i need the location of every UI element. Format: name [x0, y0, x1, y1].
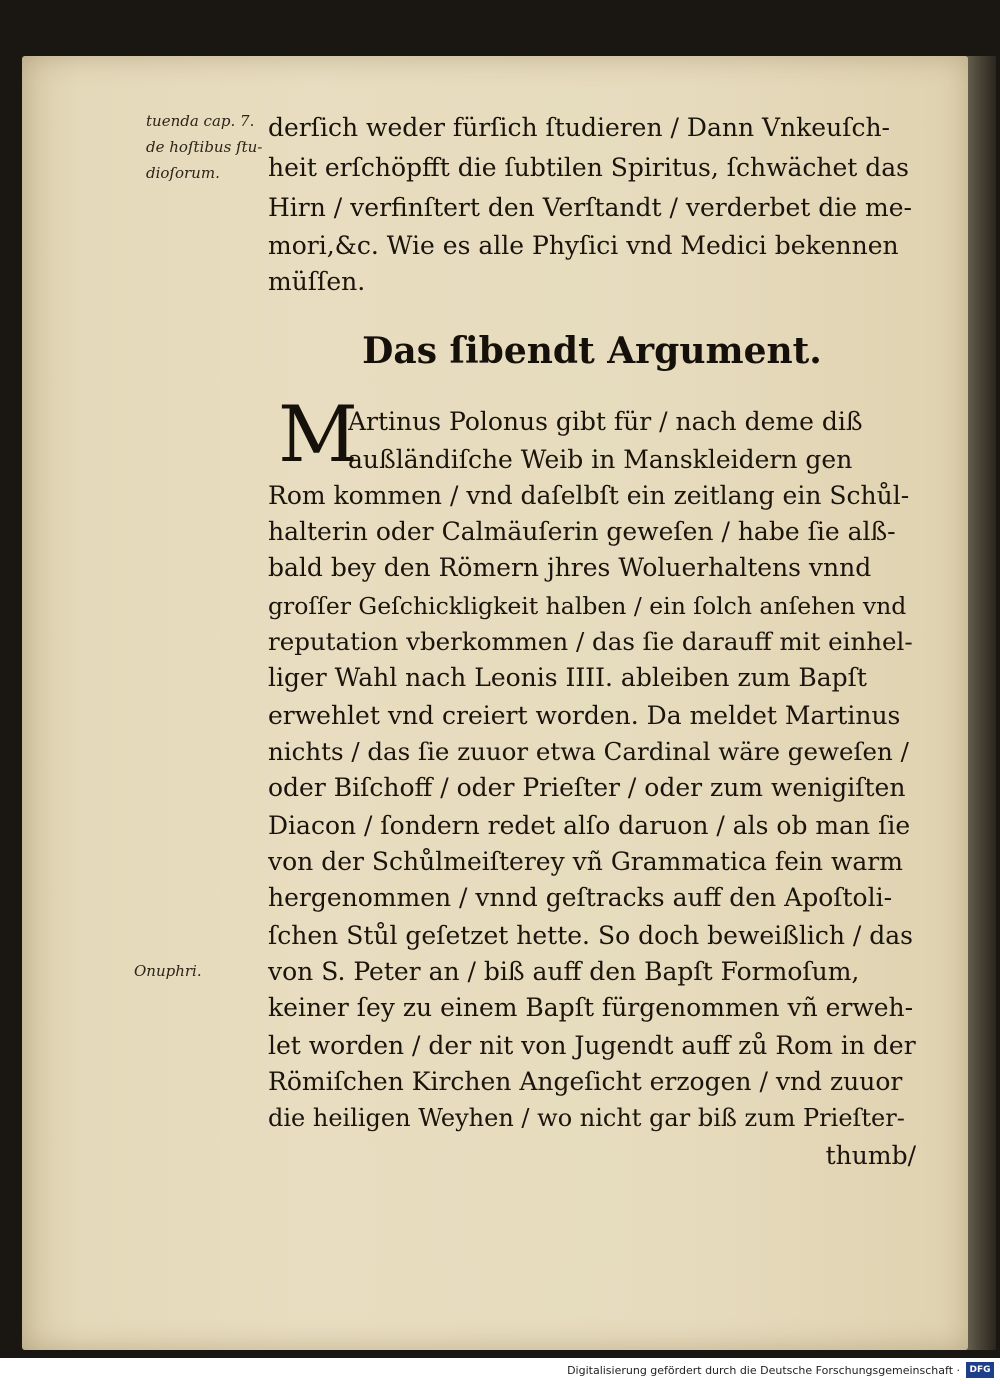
text-line: müſſen. — [268, 267, 366, 296]
text-line: Rom kommen / vnd daſelbſt ein zeitlang ein Schůl- — [268, 481, 910, 510]
text-line: außländiſche Weib in Manskleidern gen — [348, 445, 853, 474]
text-line: heit erſchöpfft die ſubtilen Spiritus, ſchwächet das — [268, 153, 910, 182]
text-line: nichts / das ſie zuuor etwa Cardinal wäre geweſen / — [268, 737, 909, 766]
catchword: thumb/ — [825, 1141, 916, 1170]
margin-note-line: de hoſtibus ſtu- — [146, 138, 263, 156]
section-heading: Das ſibendt Argument. — [362, 330, 822, 372]
text-line: Hirn / verfinſtert den Verſtandt / verderbet die me- — [268, 193, 912, 222]
text-line: bald bey den Römern jhres Woluerhaltens vnnd — [268, 553, 872, 582]
text-line: reputation vberkommen / das ſie darauff mit einhel- — [268, 627, 913, 656]
page-edge — [964, 56, 996, 1350]
text-line: liger Wahl nach Leonis IIII. ableiben zum Bapſt — [268, 663, 867, 692]
text-line: von S. Peter an / biß auff den Bapſt Formoſum, — [268, 957, 860, 986]
text-line: von der Schůlmeiſterey vñ Grammatica fein warm — [268, 847, 903, 876]
margin-note-line: dioſorum. — [146, 164, 220, 182]
text-line: let worden / der nit von Jugendt auff zů Rom in der — [268, 1031, 916, 1060]
dfg-logo: DFG — [966, 1362, 994, 1378]
drop-cap-initial: M — [278, 390, 358, 480]
text-line: Römiſchen Kirchen Angeſicht erzogen / vnd zuuor — [268, 1067, 903, 1096]
text-line: Diacon / ſondern redet alſo daruon / als ob man ſie — [268, 811, 911, 840]
margin-note-onuphri: Onuphri. — [134, 962, 202, 980]
text-line: derſich weder fürſich ſtudieren / Dann Vnkeuſch- — [268, 113, 890, 142]
margin-note-citation — [146, 108, 262, 186]
text-line: mori,&c. Wie es alle Phyſici vnd Medici bekennen — [268, 231, 899, 260]
text-line: Artinus Polonus gibt für / nach deme diß — [348, 407, 863, 436]
text-line: groſſer Geſchickligkeit halben / ein ſolch anſehen vnd — [268, 592, 907, 620]
text-line: erwehlet vnd creiert worden. Da meldet Martinus — [268, 701, 901, 730]
footer-bar — [0, 1358, 1000, 1384]
text-line: die heiligen Weyhen / wo nicht gar biß zum Prieſter- — [268, 1104, 905, 1132]
text-line: ſchen Stůl geſetzet hette. So doch beweißlich / das — [268, 921, 914, 950]
text-line: oder Biſchoff / oder Prieſter / oder zum wenigiſten — [268, 773, 906, 802]
text-line: keiner ſey zu einem Bapſt fürgenommen vñ erweh- — [268, 993, 914, 1022]
funding-credit: Digitalisierung gefördert durch die Deutsche Forschungsgemeinschaft · — [567, 1364, 960, 1377]
text-line: hergenommen / vnnd geſtracks auff den Apoſtoli- — [268, 883, 893, 912]
text-line: halterin oder Calmäuſerin geweſen / habe ſie alß- — [268, 517, 896, 546]
margin-note-line: tuenda cap. 7. — [146, 112, 255, 130]
